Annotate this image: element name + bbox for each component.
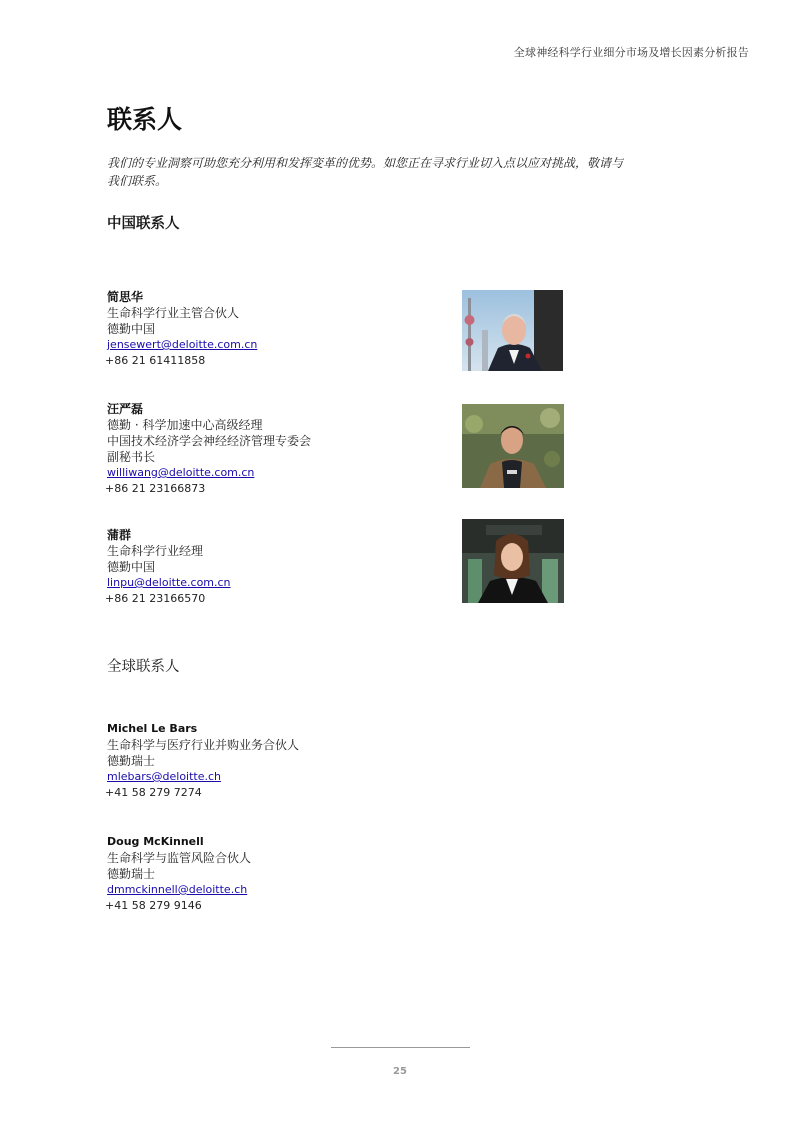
contact-affiliation: 中国技术经济学会神经经济管理专委会 [107, 434, 312, 448]
contact-org: 德勤瑞士 [107, 754, 156, 768]
contact-name: Michel Le Bars [107, 722, 198, 735]
contact-role: 生命科学行业经理 [107, 544, 204, 558]
contact-email-link[interactable]: linpu@deloitte.com.cn [107, 576, 231, 589]
contact-role: 生命科学行业主管合伙人 [107, 306, 240, 320]
contact-name: 简思华 [107, 290, 144, 304]
contact-card [107, 289, 447, 369]
contact-name: 汪严磊 [107, 402, 144, 416]
contact-card [107, 401, 447, 497]
contact-email-link[interactable]: jensewert@deloitte.com.cn [107, 338, 258, 351]
contact-phone: +41 58 279 7274 [105, 786, 202, 799]
global-contacts-heading: 全球联系人 [107, 659, 180, 675]
contact-card [107, 721, 447, 801]
contact-card [107, 527, 447, 607]
page-title: 联系人 [107, 105, 183, 134]
contact-org: 德勤中国 [107, 560, 156, 574]
intro-line: 我们联系。 [107, 174, 168, 188]
intro-paragraph [107, 154, 647, 190]
contact-phone: +86 21 23166570 [105, 592, 206, 605]
contact-photo [462, 404, 564, 488]
contact-name: 蒲群 [107, 528, 132, 542]
contact-phone: +41 58 279 9146 [105, 899, 202, 912]
contact-phone: +86 21 61411858 [105, 354, 206, 367]
contact-org: 德勤中国 [107, 322, 156, 336]
intro-line: 我们的专业洞察可助您充分利用和发挥变革的优势。如您正在寻求行业切入点以应对挑战，敬请与 [107, 156, 624, 170]
page-number: 25 [393, 1066, 407, 1077]
china-contacts-heading: 中国联系人 [107, 216, 180, 232]
contact-photo [462, 519, 564, 603]
contact-email-link[interactable]: dmmckinnell@deloitte.ch [107, 883, 248, 896]
contact-role: 德勤 · 科学加速中心高级经理 [107, 418, 263, 432]
contact-email-link[interactable]: mlebars@deloitte.ch [107, 770, 222, 783]
contact-name: Doug McKinnell [107, 835, 204, 848]
contact-role: 生命科学与监管风险合伙人 [107, 851, 252, 865]
contact-photo [462, 290, 563, 371]
contact-email-link[interactable]: williwang@deloitte.com.cn [107, 466, 255, 479]
contact-title: 副秘书长 [107, 450, 156, 464]
contact-org: 德勤瑞士 [107, 867, 156, 881]
running-header: 全球神经科学行业细分市场及增长因素分析报告 [513, 46, 749, 59]
contact-card [107, 834, 447, 914]
contact-phone: +86 21 23166873 [105, 482, 206, 495]
contact-role: 生命科学与医疗行业并购业务合伙人 [107, 738, 300, 752]
footer-divider [331, 1047, 470, 1048]
